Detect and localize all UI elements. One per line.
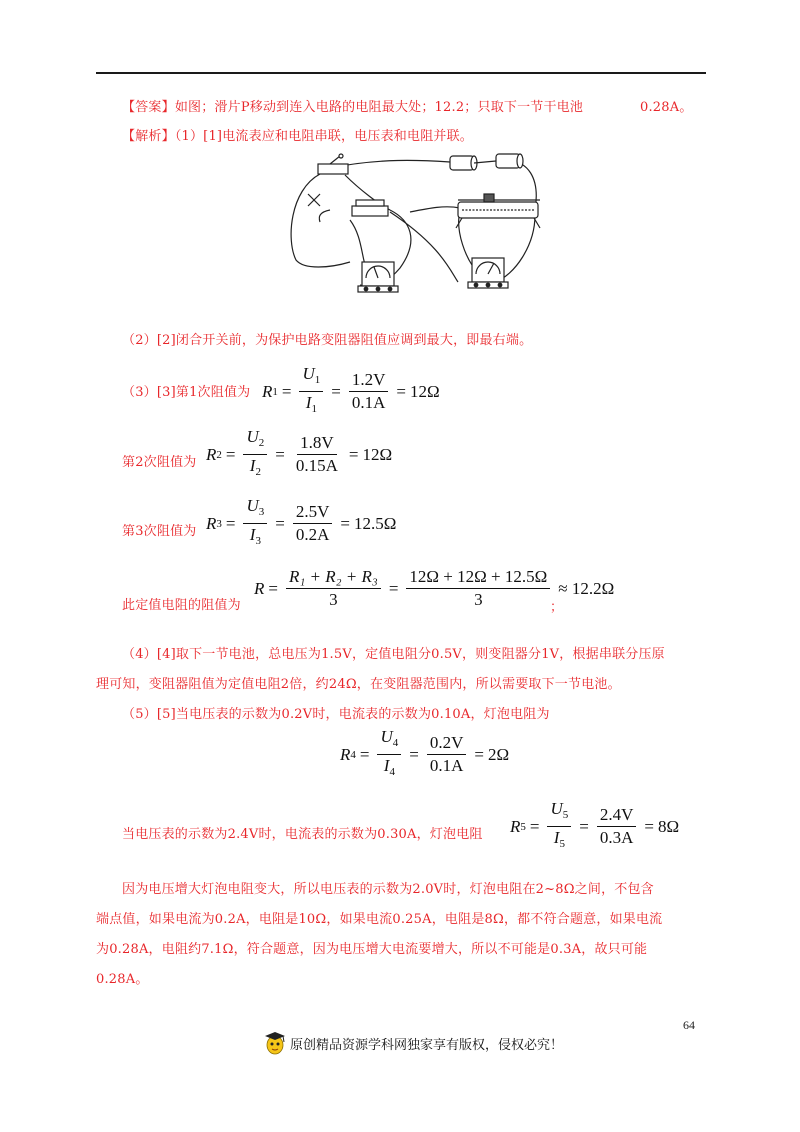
answer-text: 如图；滑片P移动到连入电路的电阻最大处；12.2；只取下一节干电池 [174, 100, 584, 115]
analysis-p6-line1: 因为电压增大灯泡电阻变大，所以电压表的示数为2.0V时，灯泡电阻在2~8Ω之间，不包含 [122, 882, 654, 897]
formula-r4: R 4 = $\frac{U_4}{I_4}$ = $\frac{0.2V}{0.1A}$ = 2Ω [340, 727, 510, 778]
analysis-p6-line2: 端点值，如果电流为0.2A，电阻是10Ω，如果电流0.25A，电阻是8Ω，都不符合题意，如果电流 [96, 912, 663, 927]
answer-tail: 0.28A。 [640, 100, 693, 115]
analysis-p3d-prefix: 此定值电阻的阻值为 [122, 598, 241, 613]
analysis-p4-line2: 理可知，变阻器阻值为定值电阻2倍，约24Ω，在变阻器范围内，所以需要取下一节电池。 [96, 677, 621, 692]
mascot-logo-icon [262, 1030, 288, 1056]
analysis-line-1 [122, 127, 473, 147]
analysis-p3-prefix: （3）[3]第1次阻值为 [122, 385, 251, 400]
analysis-p3d-suffix: ； [550, 600, 564, 615]
footer-text: 原创精品资源学科网独家享有版权，侵权必究！ [290, 1037, 564, 1053]
analysis-p6-line4: 0.28A。 [96, 972, 149, 987]
circuit-diagram [290, 150, 550, 300]
page-number: 64 [683, 1018, 695, 1032]
answer-tag: 【答案】 [122, 100, 175, 115]
analysis-p5b: 当电压表的示数为2.4V时，电流表的示数为0.30A，灯泡电阻 [122, 827, 483, 842]
analysis-p6-line3: 为0.28A，电阻约7.1Ω，符合题意，因为电压增大电流要增大，所以不可能是0.3A，故只可能 [96, 942, 648, 957]
analysis-p2: （2）[2]闭合开关前，为保护电路变阻器阻值应调到最大，即最右端。 [122, 333, 533, 348]
header-rule [96, 72, 706, 74]
analysis-tag: 【解析】 [122, 129, 175, 144]
formula-r3: R 3 = $\frac{U_3}{I_3}$ = $\frac{2.5V}{0.2A}$ = 12.5Ω [206, 496, 397, 547]
analysis-p3c-prefix: 第3次阻值为 [122, 524, 197, 539]
analysis-p3b-prefix: 第2次阻值为 [122, 455, 197, 470]
formula-r5: R 5 = $\frac{U_5}{I_5}$ = $\frac{2.4V}{0.3A}$ = 8Ω [510, 799, 680, 850]
analysis-p5: （5）[5]当电压表的示数为0.2V时，电流表的示数为0.10A，灯泡电阻为 [122, 707, 550, 722]
formula-r-average: R = $\frac{\text{R₁ + R₂ + R₃}}{3}$ = $\frac{12\Omega + 12\Omega + 12.5\Omega}{3}$ ≈ 12.2Ω [254, 567, 615, 609]
analysis-p4-line1: （4）[4]取下一节电池，总电压为1.5V，定值电阻分0.5V，则变阻器分1V，根据串联分压原 [122, 647, 665, 662]
footer [262, 1030, 563, 1056]
formula-r2: R 2 = $\frac{U_2}{I_2}$ = $\frac{1.8V}{0.15A}$ = 12Ω [206, 427, 393, 478]
formula-r1: R 1 = $\frac{U_1}{I_1}$ = $\frac{1.2V}{0.1A}$ = 12Ω [262, 364, 440, 415]
analysis-p1: （1）[1]电流表应和电阻串联，电压表和电阻并联。 [174, 129, 473, 144]
answer-line [122, 98, 583, 118]
